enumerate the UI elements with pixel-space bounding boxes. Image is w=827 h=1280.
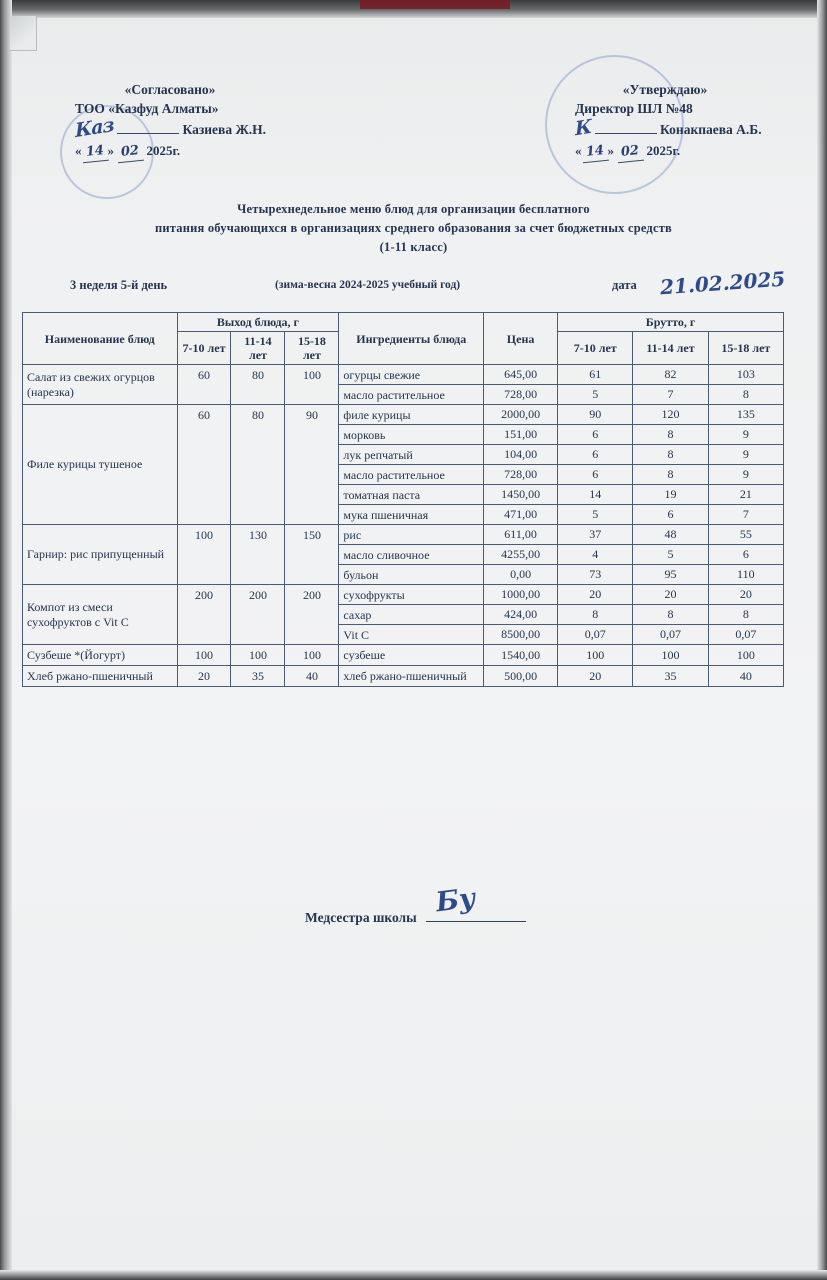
cell-gross-1: 8 [633,445,708,465]
cell-output-2: 100 [285,645,339,666]
cell-gross-2: 20 [708,585,783,605]
cell-gross-0: 5 [558,505,633,525]
cell-ingredient: лук репчатый [339,445,484,465]
cell-ingredient: сузбеше [339,645,484,666]
cell-gross-1: 7 [633,385,708,405]
cell-price: 151,00 [484,425,558,445]
cell-price: 8500,00 [484,625,558,645]
document-title [0,200,827,257]
cell-output-1: 35 [231,666,285,687]
cell-gross-0: 4 [558,545,633,565]
cell-dish-name: Хлеб ржано-пшеничный [23,666,178,687]
menu-table-body [23,365,784,687]
cell-output-2: 200 [285,585,339,645]
th-dish-name: Наименование блюд [23,313,178,365]
approval-right-label: «Утверждаю» [622,82,708,97]
approval-left-signature-line [117,118,179,134]
approval-left-org: ТОО «Казфуд Алматы» [75,101,219,116]
table-row [23,525,784,545]
cell-gross-1: 95 [633,565,708,585]
cell-ingredient: томатная паста [339,485,484,505]
menu-table-head [23,313,784,365]
approval-right-date-month: 02 [616,141,644,164]
week-day-label: 3 неделя 5-й день [70,278,168,292]
cell-gross-0: 6 [558,445,633,465]
cell-price: 611,00 [484,525,558,545]
approval-left-date-month: 02 [116,141,144,164]
cell-gross-2: 8 [708,385,783,405]
cell-ingredient: мука пшеничная [339,505,484,525]
cell-gross-0: 6 [558,425,633,445]
cell-dish-name: Сузбеше *(Йогурт) [23,645,178,666]
table-header-row-1 [23,313,784,332]
cell-gross-0: 61 [558,365,633,385]
cell-ingredient: морковь [339,425,484,445]
cell-gross-2: 9 [708,445,783,465]
cell-gross-2: 7 [708,505,783,525]
cell-ingredient: филе курицы [339,405,484,425]
cell-output-0: 20 [177,666,231,687]
cell-dish-name: Гарнир: рис припущенный [23,525,178,585]
th-gross-11-14: 11-14 лет [633,332,708,365]
cell-ingredient: Vit C [339,625,484,645]
cell-output-2: 100 [285,365,339,405]
cell-gross-1: 82 [633,365,708,385]
approval-left-person: Казиева Ж.Н. [182,122,267,137]
cell-gross-2: 9 [708,425,783,445]
cell-ingredient: огурцы свежие [339,365,484,385]
cell-ingredient: сухофрукты [339,585,484,605]
cell-gross-0: 0,07 [558,625,633,645]
cell-price: 0,00 [484,565,558,585]
approval-right-date: « 14 » 02 2025г. [575,141,827,162]
cell-gross-0: 6 [558,465,633,485]
cell-ingredient: масло растительное [339,385,484,405]
cell-price: 645,00 [484,365,558,385]
cell-gross-0: 5 [558,385,633,405]
approval-left-date-day: 14 [81,141,109,164]
th-output-15-18: 15-18 лет [285,332,339,365]
cell-price: 500,00 [484,666,558,687]
approval-right-signature: К [574,115,592,141]
cell-gross-0: 90 [558,405,633,425]
cell-gross-2: 0,07 [708,625,783,645]
approval-left-date-year: 2025г. [146,143,181,158]
cell-ingredient: хлеб ржано-пшеничный [339,666,484,687]
nurse-signature: Бу [434,882,477,919]
cell-gross-1: 120 [633,405,708,425]
table-row [23,405,784,425]
th-gross-7-10: 7-10 лет [558,332,633,365]
cell-output-0: 60 [177,405,231,525]
cell-output-1: 130 [231,525,285,585]
cell-price: 1540,00 [484,645,558,666]
cell-gross-1: 8 [633,465,708,485]
cell-price: 2000,00 [484,405,558,425]
cell-price: 1450,00 [484,485,558,505]
th-ingredients: Ингредиенты блюда [339,313,484,365]
cell-gross-1: 20 [633,585,708,605]
cell-ingredient: сахар [339,605,484,625]
approval-right-block [575,80,827,162]
cell-output-0: 100 [177,645,231,666]
cell-output-0: 60 [177,365,231,405]
cell-dish-name: Салат из свежих огурцов (нарезка) [23,365,178,405]
cell-gross-1: 6 [633,505,708,525]
approval-left-label: «Согласовано» [124,82,216,97]
cell-gross-1: 5 [633,545,708,565]
date-value: 21.02.2025 [659,266,786,300]
cell-ingredient: бульон [339,565,484,585]
cell-output-1: 80 [231,365,285,405]
th-output-group: Выход блюда, г [177,313,339,332]
cell-gross-2: 55 [708,525,783,545]
approval-left-block [75,80,335,162]
table-row [23,585,784,605]
cell-price: 1000,00 [484,585,558,605]
table-row [23,365,784,385]
approval-right-person: Конакпаева А.Б. [660,122,762,137]
cell-dish-name: Филе курицы тушеное [23,405,178,525]
cell-price: 471,00 [484,505,558,525]
cell-gross-1: 0,07 [633,625,708,645]
cell-gross-0: 20 [558,666,633,687]
document-subheader [0,266,827,300]
cell-price: 728,00 [484,465,558,485]
cell-ingredient: масло растительное [339,465,484,485]
th-output-7-10: 7-10 лет [177,332,231,365]
cell-gross-2: 9 [708,465,783,485]
approval-right-date-day: 14 [581,141,609,164]
approval-left-date: « 14 » 02 2025г. [75,141,335,162]
cell-gross-0: 73 [558,565,633,585]
cell-dish-name: Компот из смеси сухофруктов с Vit C [23,585,178,645]
cell-gross-1: 8 [633,425,708,445]
cell-gross-2: 40 [708,666,783,687]
cell-output-1: 200 [231,585,285,645]
cell-price: 728,00 [484,385,558,405]
th-gross-15-18: 15-18 лет [708,332,783,365]
document-title-line1: Четырехнедельное меню блюд для организации бесплатного [237,202,590,216]
cell-gross-2: 135 [708,405,783,425]
cell-price: 424,00 [484,605,558,625]
cell-gross-2: 6 [708,545,783,565]
season-label: (зима-весна 2024-2025 учебный год) [275,279,461,291]
table-row [23,645,784,666]
cell-gross-2: 103 [708,365,783,385]
table-row [23,666,784,687]
cell-gross-0: 20 [558,585,633,605]
cell-ingredient: масло сливочное [339,545,484,565]
cell-gross-0: 8 [558,605,633,625]
approval-left-person-row [74,113,335,143]
cell-output-0: 100 [177,525,231,585]
th-gross-group: Брутто, г [558,313,784,332]
cell-price: 104,00 [484,445,558,465]
cell-gross-1: 19 [633,485,708,505]
nurse-label: Медсестра школы [305,910,417,925]
approval-right-person-row [574,115,827,141]
cell-gross-2: 100 [708,645,783,666]
cell-gross-0: 100 [558,645,633,666]
cell-gross-2: 110 [708,565,783,585]
approval-right-org: Директор ШЛ №48 [575,101,693,116]
approval-left-signature: Каз [74,113,115,143]
cell-gross-1: 8 [633,605,708,625]
cell-price: 4255,00 [484,545,558,565]
cell-ingredient: рис [339,525,484,545]
cell-output-2: 150 [285,525,339,585]
th-output-11-14: 11-14 лет [231,332,285,365]
cell-gross-0: 14 [558,485,633,505]
cell-gross-0: 37 [558,525,633,545]
approval-right-signature-line [595,118,657,134]
document-title-line2: питания обучающихся в организациях среднего образования за счет бюджетных средств [155,221,672,235]
cell-output-1: 100 [231,645,285,666]
menu-table [22,312,784,687]
document-title-line3: (1-11 класс) [379,240,448,254]
cell-output-0: 200 [177,585,231,645]
cell-output-2: 40 [285,666,339,687]
nurse-signature-block [305,882,526,926]
cell-output-2: 90 [285,405,339,525]
cell-gross-1: 100 [633,645,708,666]
cell-gross-1: 35 [633,666,708,687]
cell-output-1: 80 [231,405,285,525]
cell-gross-2: 21 [708,485,783,505]
cell-gross-1: 48 [633,525,708,545]
cell-gross-2: 8 [708,605,783,625]
approval-right-date-year: 2025г. [646,143,681,158]
th-price: Цена [484,313,558,365]
nurse-signature-line [426,882,526,922]
date-label: дата [612,278,637,292]
